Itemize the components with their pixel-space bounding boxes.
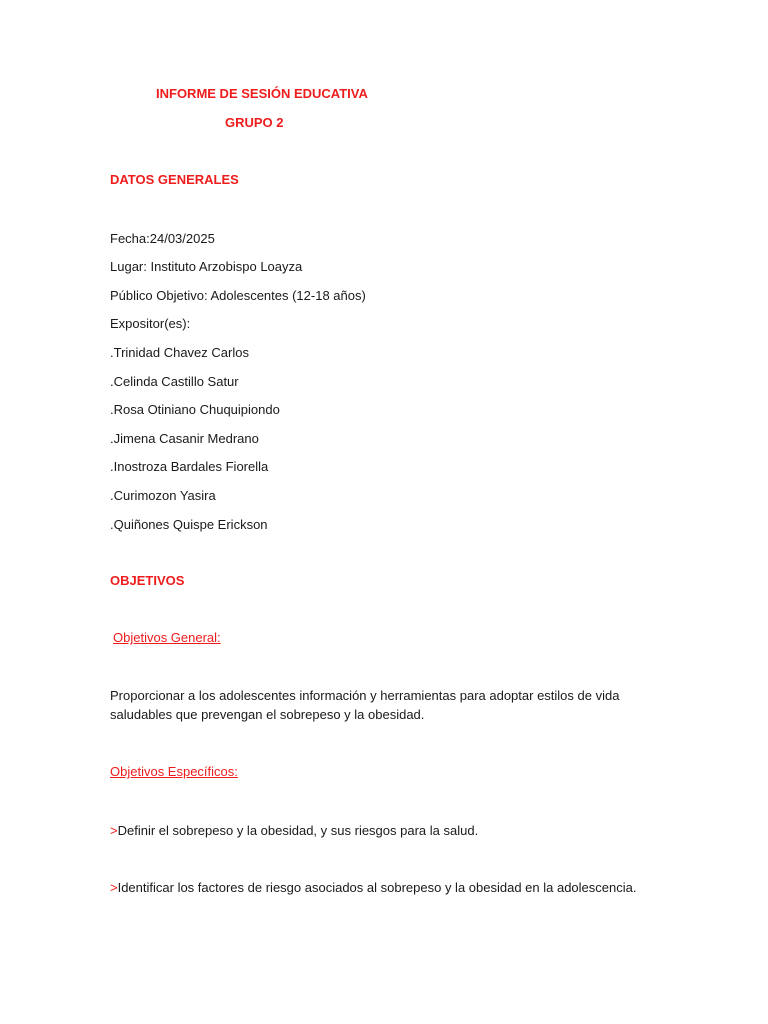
objetivo-especifico-text: Definir el sobrepeso y la obesidad, y sus riesgos para la salud. — [117, 823, 479, 838]
expositor-item: .Trinidad Chavez Carlos — [110, 345, 249, 360]
objetivo-especifico-item — [110, 821, 670, 840]
objetivo-especifico-text: Identificar los factores de riesgo asociados al sobrepeso y la obesidad en la adolescencia. — [117, 880, 637, 895]
expositor-item: .Quiñones Quispe Erickson — [110, 517, 268, 532]
objetivo-general-text: Proporcionar a los adolescentes información y herramientas para adoptar estilos de vida saludables que prevengan el sobrepeso y la obesidad. — [110, 688, 620, 722]
lugar-line: Lugar: Instituto Arzobispo Loayza — [110, 259, 303, 274]
bullet-marker: > — [110, 880, 118, 895]
expositor-item: .Inostroza Bardales Fiorella — [110, 459, 269, 474]
objetivos-general-label: Objetivos General: — [113, 630, 221, 645]
objetivo-especifico-item — [110, 878, 670, 897]
fecha-line: Fecha:24/03/2025 — [110, 231, 215, 246]
section-heading-objetivos: OBJETIVOS — [110, 573, 185, 588]
expositor-item: .Celinda Castillo Satur — [110, 374, 239, 389]
expositores-label: Expositor(es): — [110, 316, 191, 331]
expositor-item: .Rosa Otiniano Chuquipiondo — [110, 402, 280, 417]
bullet-marker: > — [110, 823, 118, 838]
group-label: GRUPO 2 — [225, 115, 284, 130]
expositor-item: .Curimozon Yasira — [110, 488, 216, 503]
document-title: INFORME DE SESIÓN EDUCATIVA — [156, 86, 368, 101]
objetivos-especificos-label: Objetivos Específicos: — [110, 764, 238, 779]
section-heading-datos-generales: DATOS GENERALES — [110, 172, 239, 187]
expositor-item: .Jimena Casanir Medrano — [110, 431, 259, 446]
publico-line: Público Objetivo: Adolescentes (12-18 años) — [110, 288, 366, 303]
